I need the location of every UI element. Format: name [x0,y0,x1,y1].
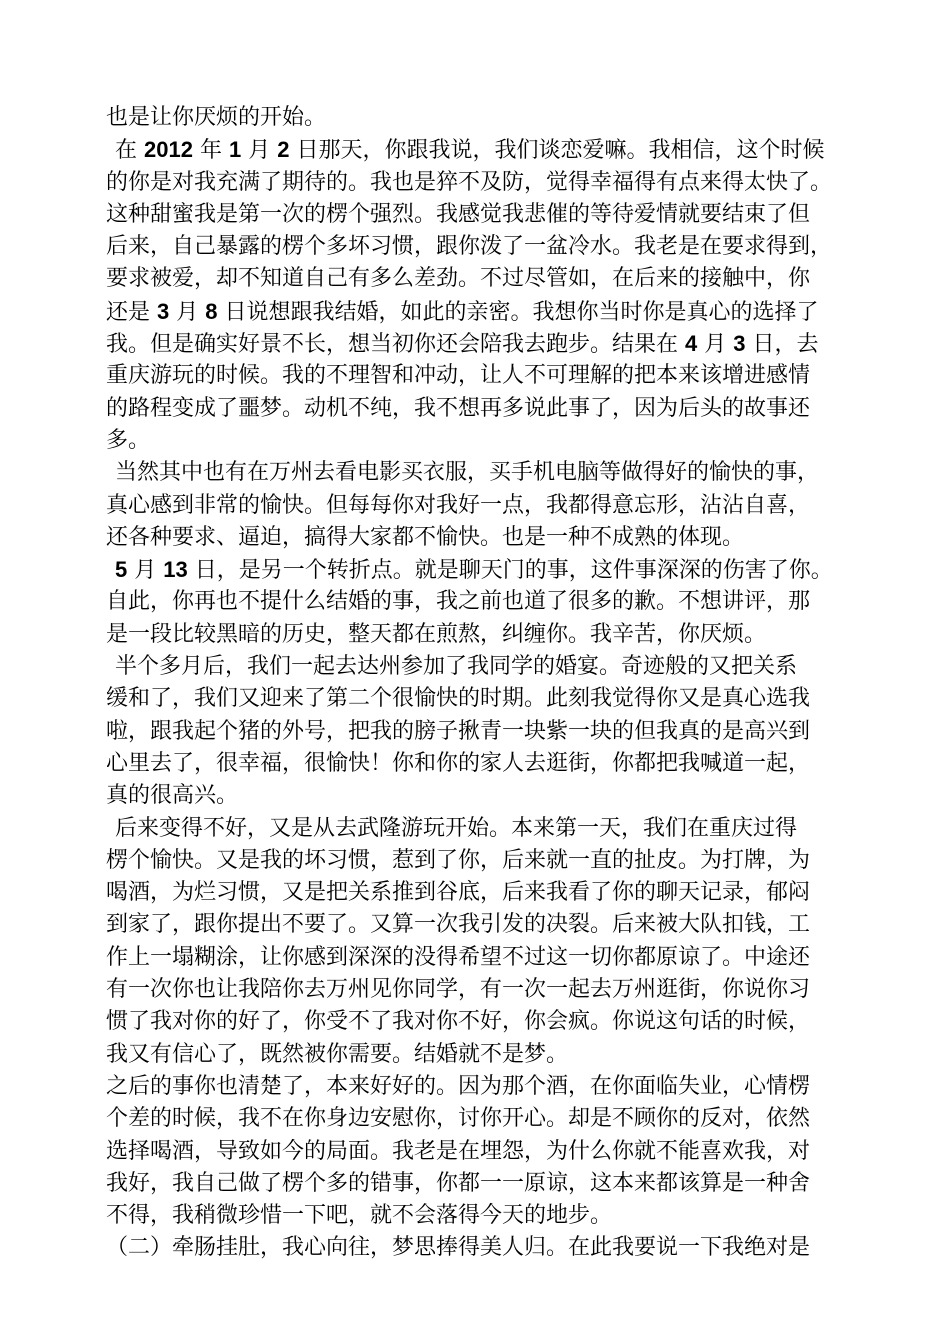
text-line [106,716,866,748]
text-line [106,877,866,909]
text-line [106,425,866,457]
text-line [106,974,866,1006]
text-line [106,231,866,263]
body-text: 啦，跟我起个猪的外号，把我的膀子揪青一块紫一块的但我真的是高兴到 [106,718,811,744]
body-text: 月 [697,332,734,358]
text-line [106,522,866,554]
body-text: 惯了我对你的好了，你受不了我对你不好，你会疯。你说这句话的时候， [106,1009,811,1035]
body-text: 还是 [106,299,157,325]
text-line [106,199,866,231]
body-text: 要求被爱，却不知道自己有多么差劲。不过尽管如，在后来的接触中，你 [106,266,811,292]
document-page [106,102,866,1265]
text-line [106,1071,866,1103]
text-line [106,1136,866,1168]
body-text: 年 [192,138,229,164]
number-text: 2012 [144,137,193,163]
body-text: 自此，你再也不提什么结婚的事，我之前也道了很多的歉。不想讲评，那 [106,589,811,615]
body-text: 我好，我自己做了楞个多的错事，你都一一原谅，这本来都该算是一种舍 [106,1170,811,1196]
body-text: 选择喝酒，导致如今的局面。我老是在埋怨，为什么你就不能喜欢我，对 [106,1138,811,1164]
text-line [106,1200,866,1232]
body-text: 是一段比较黑暗的历史，整天都在煎熬，纠缠你。我辛苦，你厌烦。 [106,621,767,647]
text-line [106,296,866,328]
body-text: 的路程变成了噩梦。动机不纯，我不想再多说此事了，因为后头的故事还 [106,395,811,421]
text-line [106,393,866,425]
text-line [106,1103,866,1135]
number-text: 5 [115,557,128,583]
text-line [106,457,866,489]
text-line [106,748,866,780]
body-text: 日说想跟我结婚，如此的亲密。我想你当时你是真心的选择了 [217,299,819,325]
body-text: 这种甜蜜我是第一次的楞个强烈。我感觉我悲催的等待爱情就要结束了但 [106,201,811,227]
body-text: 日，是另一个转折点。就是聊天门的事，这件事深深的伤害了你。 [187,558,833,584]
body-text: 半个多月后，我们一起去达州参加了我同学的婚宴。奇迹般的又把关系 [115,654,798,680]
number-text: 3 [733,331,746,357]
text-line [106,134,866,166]
body-text: 还各种要求、逼迫，搞得大家都不愉快。也是一种不成熟的体现。 [106,524,745,550]
text-line [106,909,866,941]
text-line [106,651,866,683]
number-text: 2 [277,137,290,163]
text-line [106,263,866,295]
body-text: 后来变得不好，又是从去武隆游玩开始。本来第一天，我们在重庆过得 [115,815,798,841]
body-text: 的你是对我充满了期待的。我也是猝不及防，觉得幸福得有点来得太快了。 [106,169,833,195]
body-text: 后来，自己暴露的楞个多坏习惯，跟你泼了一盆冷水。我老是在要求得到， [106,234,833,260]
body-text: 喝酒，为烂习惯，又是把关系推到谷底，后来我看了你的聊天记录，郁闷 [106,880,811,906]
text-line [106,586,866,618]
text-line [106,360,866,392]
body-text: 个差的时候，我不在你身边安慰你，讨你开心。却是不顾你的反对，依然 [106,1106,811,1132]
body-text: 楞个愉快。又是我的坏习惯，惹到了你，后来就一直的扯皮。为打牌，为 [106,847,811,873]
text-line [106,1168,866,1200]
number-text: 4 [685,331,698,357]
body-text: 重庆游玩的时候。我的不理智和冲动，让人不可理解的把本来该增进感情 [106,363,811,389]
body-text: 我。但是确实好景不长，想当初你还会陪我去跑步。结果在 [106,332,685,358]
body-text: 日那天，你跟我说，我们谈恋爱嘛。我相信，这个时候 [289,138,825,164]
text-line [106,328,866,360]
text-line [106,167,866,199]
body-text: 月 [169,299,206,325]
body-text: 日，去 [745,332,819,358]
text-line [106,780,866,812]
text-line [106,683,866,715]
text-line [106,942,866,974]
text-line [106,102,866,134]
number-text: 13 [163,557,188,583]
text-line [106,1006,866,1038]
body-text: （二）牵肠挂肚，我心向往，梦思捧得美人归。在此我要说一下我绝对是 [106,1235,811,1261]
body-text: 之后的事你也清楚了，本来好好的。因为那个酒，在你面临失业，心情楞 [106,1073,811,1099]
text-line [106,490,866,522]
text-line [106,619,866,651]
number-text: 1 [228,137,242,163]
body-text: 作上一塌糊涂，让你感到深深的没得希望不过这一切你都原谅了。中途还 [106,944,811,970]
body-text: 到家了，跟你提出不要了。又算一次我引发的决裂。后来被大队扣钱，工 [106,912,811,938]
body-text: 我又有信心了，既然被你需要。结婚就不是梦。 [106,1041,569,1067]
body-text: 也是让你厌烦的开始。 [106,105,327,130]
body-text: 当然其中也有在万州去看电影买衣服，买手机电脑等做得好的愉快的事， [115,460,820,486]
text-line [106,1232,866,1264]
body-text: 真心感到非常的愉快。但每每你对我好一点，我都得意忘形，沾沾自喜， [106,492,811,518]
text-line [106,845,866,877]
number-text: 8 [205,298,218,324]
body-text: 在 [115,138,144,164]
text-line [106,554,866,586]
text-line [106,1039,866,1071]
body-text: 真的很高兴。 [106,783,239,809]
number-text: 3 [157,298,170,324]
text-line [106,813,866,845]
body-text: 月 [127,558,164,584]
body-text: 多。 [106,427,151,453]
body-text: 缓和了，我们又迎来了第二个很愉快的时期。此刻我觉得你又是真心选我 [106,686,811,712]
body-text: 不得，我稍微珍惜一下吧，就不会落得今天的地步。 [106,1203,613,1229]
body-text: 月 [241,138,278,164]
body-text: 有一次你也让我陪你去万州见你同学，有一次一起去万州逛街，你说你习 [106,977,811,1003]
body-text: 心里去了，很幸福，很愉快！你和你的家人去逛街，你都把我喊道一起， [106,750,811,776]
